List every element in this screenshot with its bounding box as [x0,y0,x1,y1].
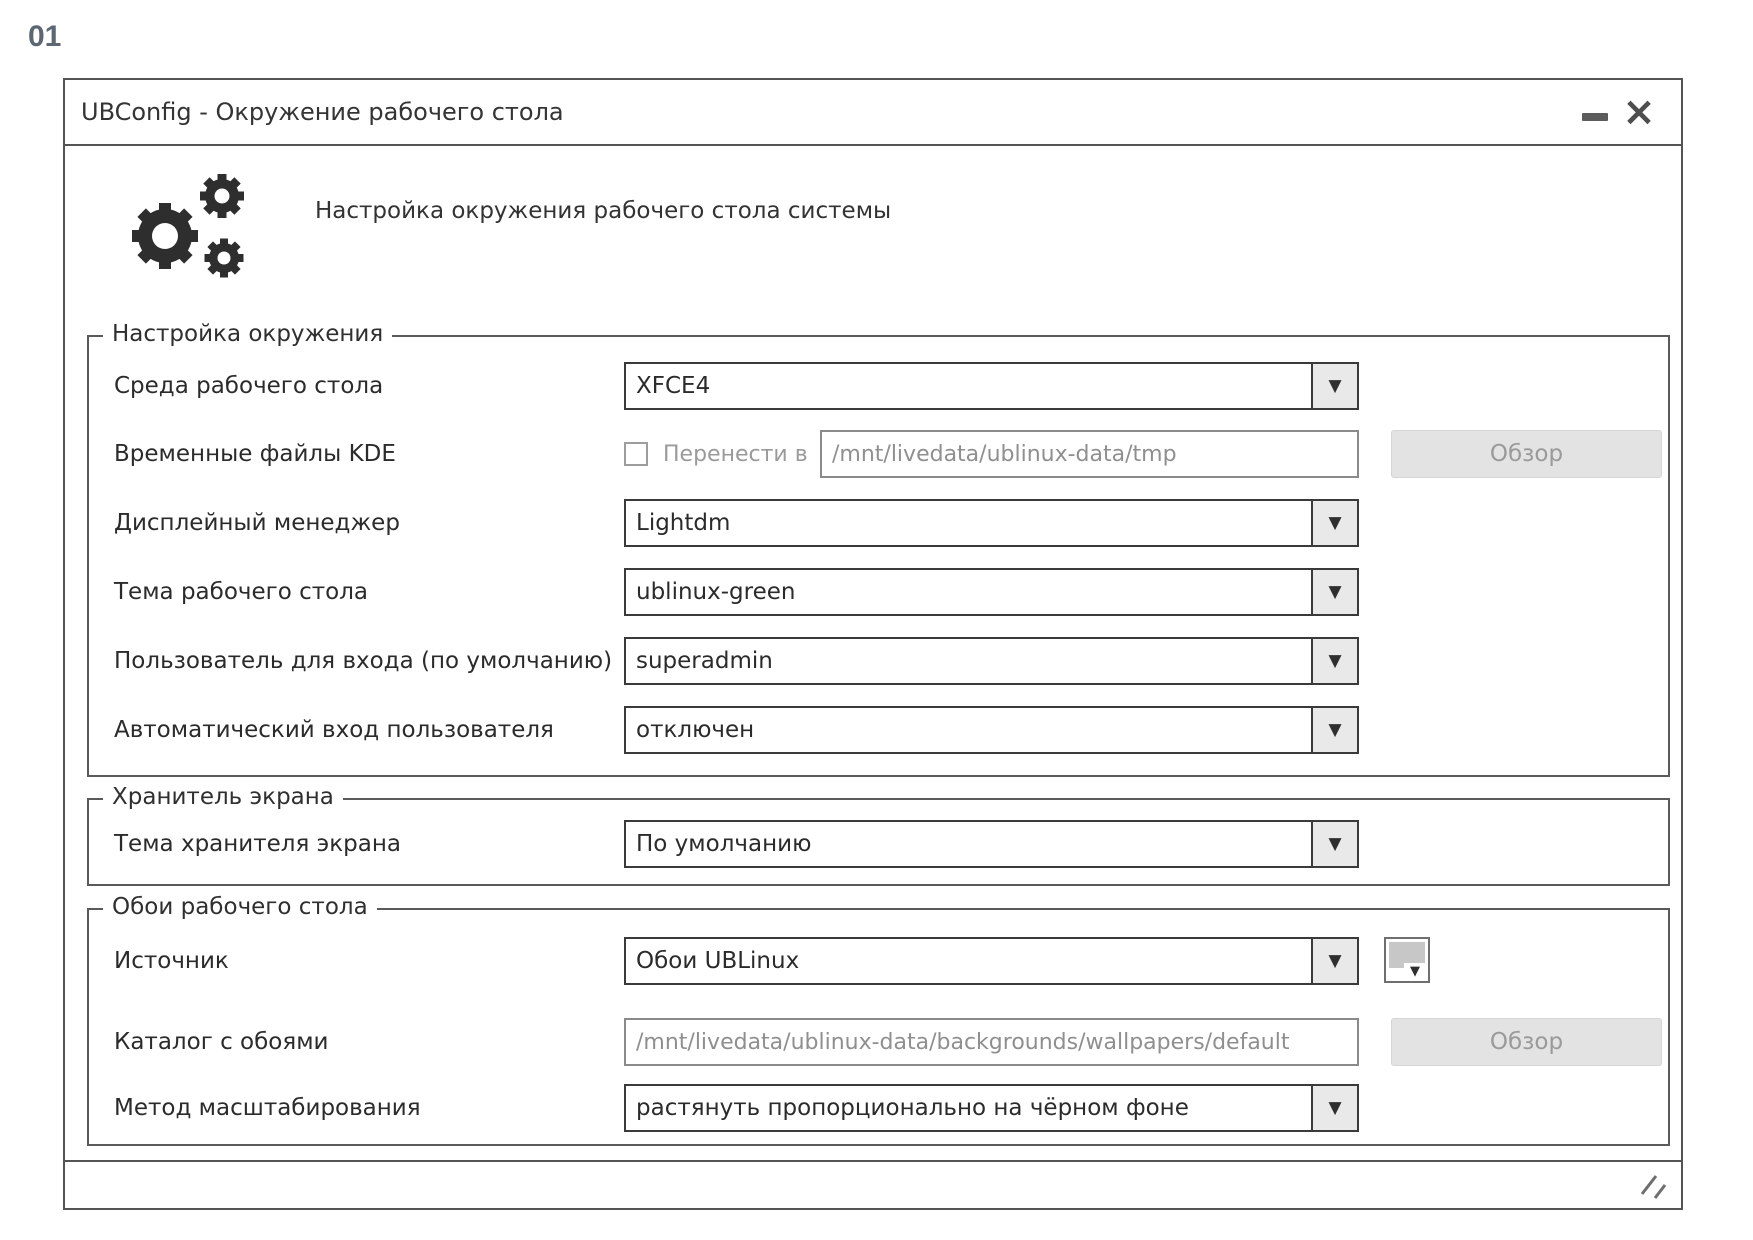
window-title: UBConfig - Окружение рабочего стола [81,98,564,126]
statusbar [65,1160,1681,1206]
dropdown-arrow-button[interactable] [1311,822,1357,866]
gears-icon [125,166,257,288]
close-button[interactable] [1617,90,1661,134]
field-label: Метод масштабирования [114,1095,421,1121]
field-label: Каталог с обоями [114,1029,329,1055]
swatch-dropdown [1404,963,1426,980]
group-screensaver [87,784,1670,886]
header-text: Настройка окружения рабочего стола системы [315,198,892,224]
browse-button[interactable]: Обзор [1391,1018,1662,1066]
selected-value: Lightdm [636,510,731,536]
resize-grip-icon[interactable] [1639,1172,1669,1200]
dropdown-arrow-button[interactable] [1311,939,1357,983]
chevron-down-icon: ▼ [1328,950,1342,971]
figure-label: 01 [28,20,62,53]
dropdown-arrow-button[interactable] [1311,364,1357,408]
move-kde-tmp-checkbox[interactable] [624,442,648,466]
scaling-method-select[interactable] [624,1084,1359,1132]
field-label: Тема рабочего стола [114,579,369,605]
chevron-down-icon: ▼ [1328,512,1342,533]
chevron-down-icon: ▼ [1328,1097,1342,1118]
field-label: Временные файлы KDE [114,441,396,467]
checkbox-label: Перенести в [663,441,808,467]
chevron-down-icon: ▼ [1328,650,1342,671]
desktop-theme-select[interactable] [624,568,1359,616]
group-legend: Обои рабочего стола [103,894,377,920]
auto-login-select[interactable] [624,706,1359,754]
window-content [65,146,1681,1206]
field-label: Дисплейный менеджер [114,510,400,536]
minimize-icon [1582,113,1608,121]
field-label: Источник [114,948,229,974]
dropdown-arrow-button[interactable] [1311,639,1357,683]
dropdown-arrow-button[interactable] [1311,501,1357,545]
chevron-down-icon: ▼ [1328,581,1342,602]
selected-value: Обои UBLinux [636,948,800,974]
chevron-down-icon: ▼ [1328,833,1342,854]
selected-value: superadmin [636,648,773,674]
group-env-settings [87,321,1670,777]
group-legend: Настройка окружения [103,321,392,347]
selected-value: отключен [636,717,755,743]
chevron-down-icon: ▼ [1328,375,1342,396]
selected-value: растянуть пропорционально на чёрном фоне [636,1095,1189,1121]
desktop-env-select[interactable] [624,362,1359,410]
wallpaper-dir-field[interactable]: /mnt/livedata/ublinux-data/backgrounds/wallpapers/default [624,1018,1359,1066]
field-label: Среда рабочего стола [114,373,384,399]
minimize-button[interactable] [1573,90,1617,134]
display-manager-select[interactable] [624,499,1359,547]
field-label: Пользователь для входа (по умолчанию) [114,648,613,674]
color-swatch-button[interactable] [1384,937,1430,983]
titlebar[interactable] [65,80,1681,146]
screensaver-theme-select[interactable] [624,820,1359,868]
kde-tmp-path-field[interactable]: /mnt/livedata/ublinux-data/tmp [820,430,1359,478]
close-icon: × [1622,89,1656,135]
selected-value: По умолчанию [636,831,812,857]
dropdown-arrow-button[interactable] [1311,1086,1357,1130]
group-legend: Хранитель экрана [103,784,343,810]
group-wallpaper [87,894,1670,1146]
chevron-down-icon: ▼ [1410,964,1420,979]
browse-button[interactable]: Обзор [1391,430,1662,478]
chevron-down-icon: ▼ [1328,719,1342,740]
field-label: Тема хранителя экрана [114,831,401,857]
dropdown-arrow-button[interactable] [1311,570,1357,614]
ubconfig-window [63,78,1683,1210]
login-user-select[interactable] [624,637,1359,685]
wallpaper-source-select[interactable] [624,937,1359,985]
selected-value: ublinux-green [636,579,796,605]
dropdown-arrow-button[interactable] [1311,708,1357,752]
field-label: Автоматический вход пользователя [114,717,554,743]
selected-value: XFCE4 [636,373,711,399]
